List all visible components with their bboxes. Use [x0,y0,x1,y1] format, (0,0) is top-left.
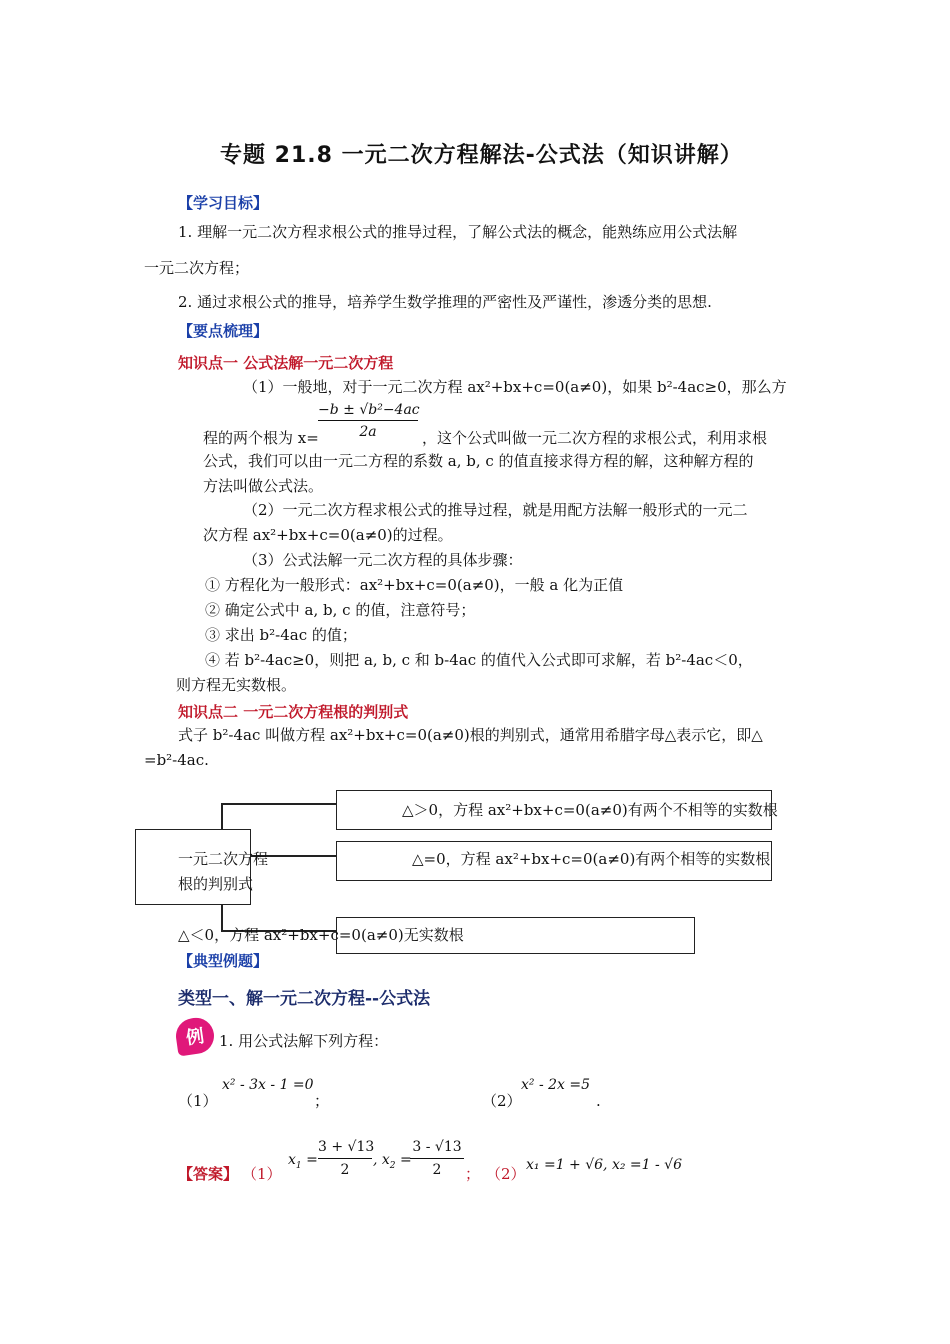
point1-step-2: ② 确定公式中 a, b, c 的值，注意符号； [205,601,476,619]
section-header-key-points: 【要点梳理】 [178,322,269,340]
answer-x2-denominator: 2 [432,1162,442,1178]
point1-step-4-line1: ④ 若 b²-4ac≥0，则把 a, b, c 和 b-4ac 的值代入公式即可求解，若 b²-4ac＜0， [205,651,753,669]
answer-x2-symbol: , $x_2$ = [373,1152,412,1171]
knowledge-point-1-title: 知识点一 公式法解一元二次方程 [178,354,394,372]
point1-step-1: ① 方程化为一般形式：ax²+bx+c=0(a≠0)，一般 a 化为正值 [205,576,624,594]
knowledge-point-2-title: 知识点二 一元二次方程根的判别式 [178,703,409,721]
diagram-branch-negative: △＜0，方程 ax²+bx+c=0(a≠0)无实数根 [178,926,464,944]
example-badge-icon [174,1016,217,1057]
example-question-1: 1. 用公式法解下列方程： [219,1032,389,1050]
example-part-1-end: ； [314,1092,330,1110]
example-part-2-label: （2） [482,1092,522,1110]
point1-step-3: ③ 求出 b²-4ac 的值； [205,626,357,644]
point1-para1-line1: （1）一般地，对于一元二次方程 ax²+bx+c=0(a≠0)，如果 b²-4ac≥0，那么方 [243,378,787,396]
answer-part-2-label: （2） [486,1165,526,1183]
point1-para2-line2: 次方程 ax²+bx+c=0(a≠0)的过程。 [203,526,453,544]
answer-part-1-label: （1） [242,1165,282,1183]
point1-para3: （3）公式法解一元二次方程的具体步骤： [243,551,523,569]
answer-x2-numerator: 3 - √13 [410,1136,464,1159]
diagram-connector-top-horizontal [221,803,336,805]
goal-item-1-line-1: 1. 理解一元二次方程求根公式的推导过程，了解公式法的概念，能熟练应用公式法解 [178,223,738,241]
answer-label: 【答案】 [178,1165,239,1183]
answer-separator: ； [465,1165,481,1183]
example-part-1-label: （1） [178,1092,218,1110]
diagram-root-label-line1: 一元二次方程 [178,850,269,868]
answer-x1-symbol: $x_1$ = [288,1152,318,1171]
point2-line2: =b²-4ac. [144,751,209,769]
point1-para1-line4: 方法叫做公式法。 [203,477,324,495]
quadratic-formula-numerator: −b ± √b²−4ac [318,400,418,421]
answer-x1-numerator: 3 + √13 [318,1136,372,1159]
section-header-examples: 【典型例题】 [178,952,269,970]
point1-para1-suffix: ，这个公式叫做一元二次方程的求根公式，利用求根 [422,429,768,447]
answer-x1-denominator: 2 [340,1162,350,1178]
quadratic-formula [318,400,418,443]
section-header-goals: 【学习目标】 [178,194,269,212]
answer-part-2-solution: x₁ =1 + √6, x₂ =1 - √6 [526,1157,683,1173]
quadratic-formula-denominator: 2a [359,424,377,440]
example-part-2-equation: x² - 2x =5 [521,1077,591,1093]
goal-item-1-line-2: 一元二次方程； [144,259,250,277]
example-part-1-equation: x² - 3x - 1 =0 [222,1077,314,1093]
point1-para2-line1: （2）一元二次方程求根公式的推导过程，就是用配方法解一般形式的一元二 [243,501,748,519]
page-title: 专题 21.8 一元二次方程解法-公式法（知识讲解） [220,143,743,168]
point1-para1-line3: 公式，我们可以由一元二方程的系数 a, b, c 的值直接求得方程的解，这种解方程的 [203,452,754,470]
point1-step-4-line2: 则方程无实数根。 [176,676,297,694]
example-badge-label: 例 [184,1025,206,1050]
answer-x2-fraction [410,1136,464,1181]
example-type-1-title: 类型一、解一元二次方程--公式法 [178,989,431,1009]
diagram-connector-vertical-top [221,803,223,830]
diagram-root-label-line2: 根的判别式 [178,875,254,893]
goal-item-2: 2. 通过求根公式的推导，培养学生数学推理的严密性及严谨性，渗透分类的思想. [178,293,712,311]
example-part-2-end: . [596,1092,601,1110]
answer-x1-fraction [318,1136,375,1181]
point2-line1: 式子 b²-4ac 叫做方程 ax²+bx+c=0(a≠0)根的判别式，通常用希腊字母△表示它，即△ [178,726,763,744]
point1-para1-prefix: 程的两个根为 x= [203,429,319,447]
diagram-branch-zero: △=0，方程 ax²+bx+c=0(a≠0)有两个相等的实数根 [412,850,771,868]
diagram-branch-positive: △＞0，方程 ax²+bx+c=0(a≠0)有两个不相等的实数根 [402,801,778,819]
